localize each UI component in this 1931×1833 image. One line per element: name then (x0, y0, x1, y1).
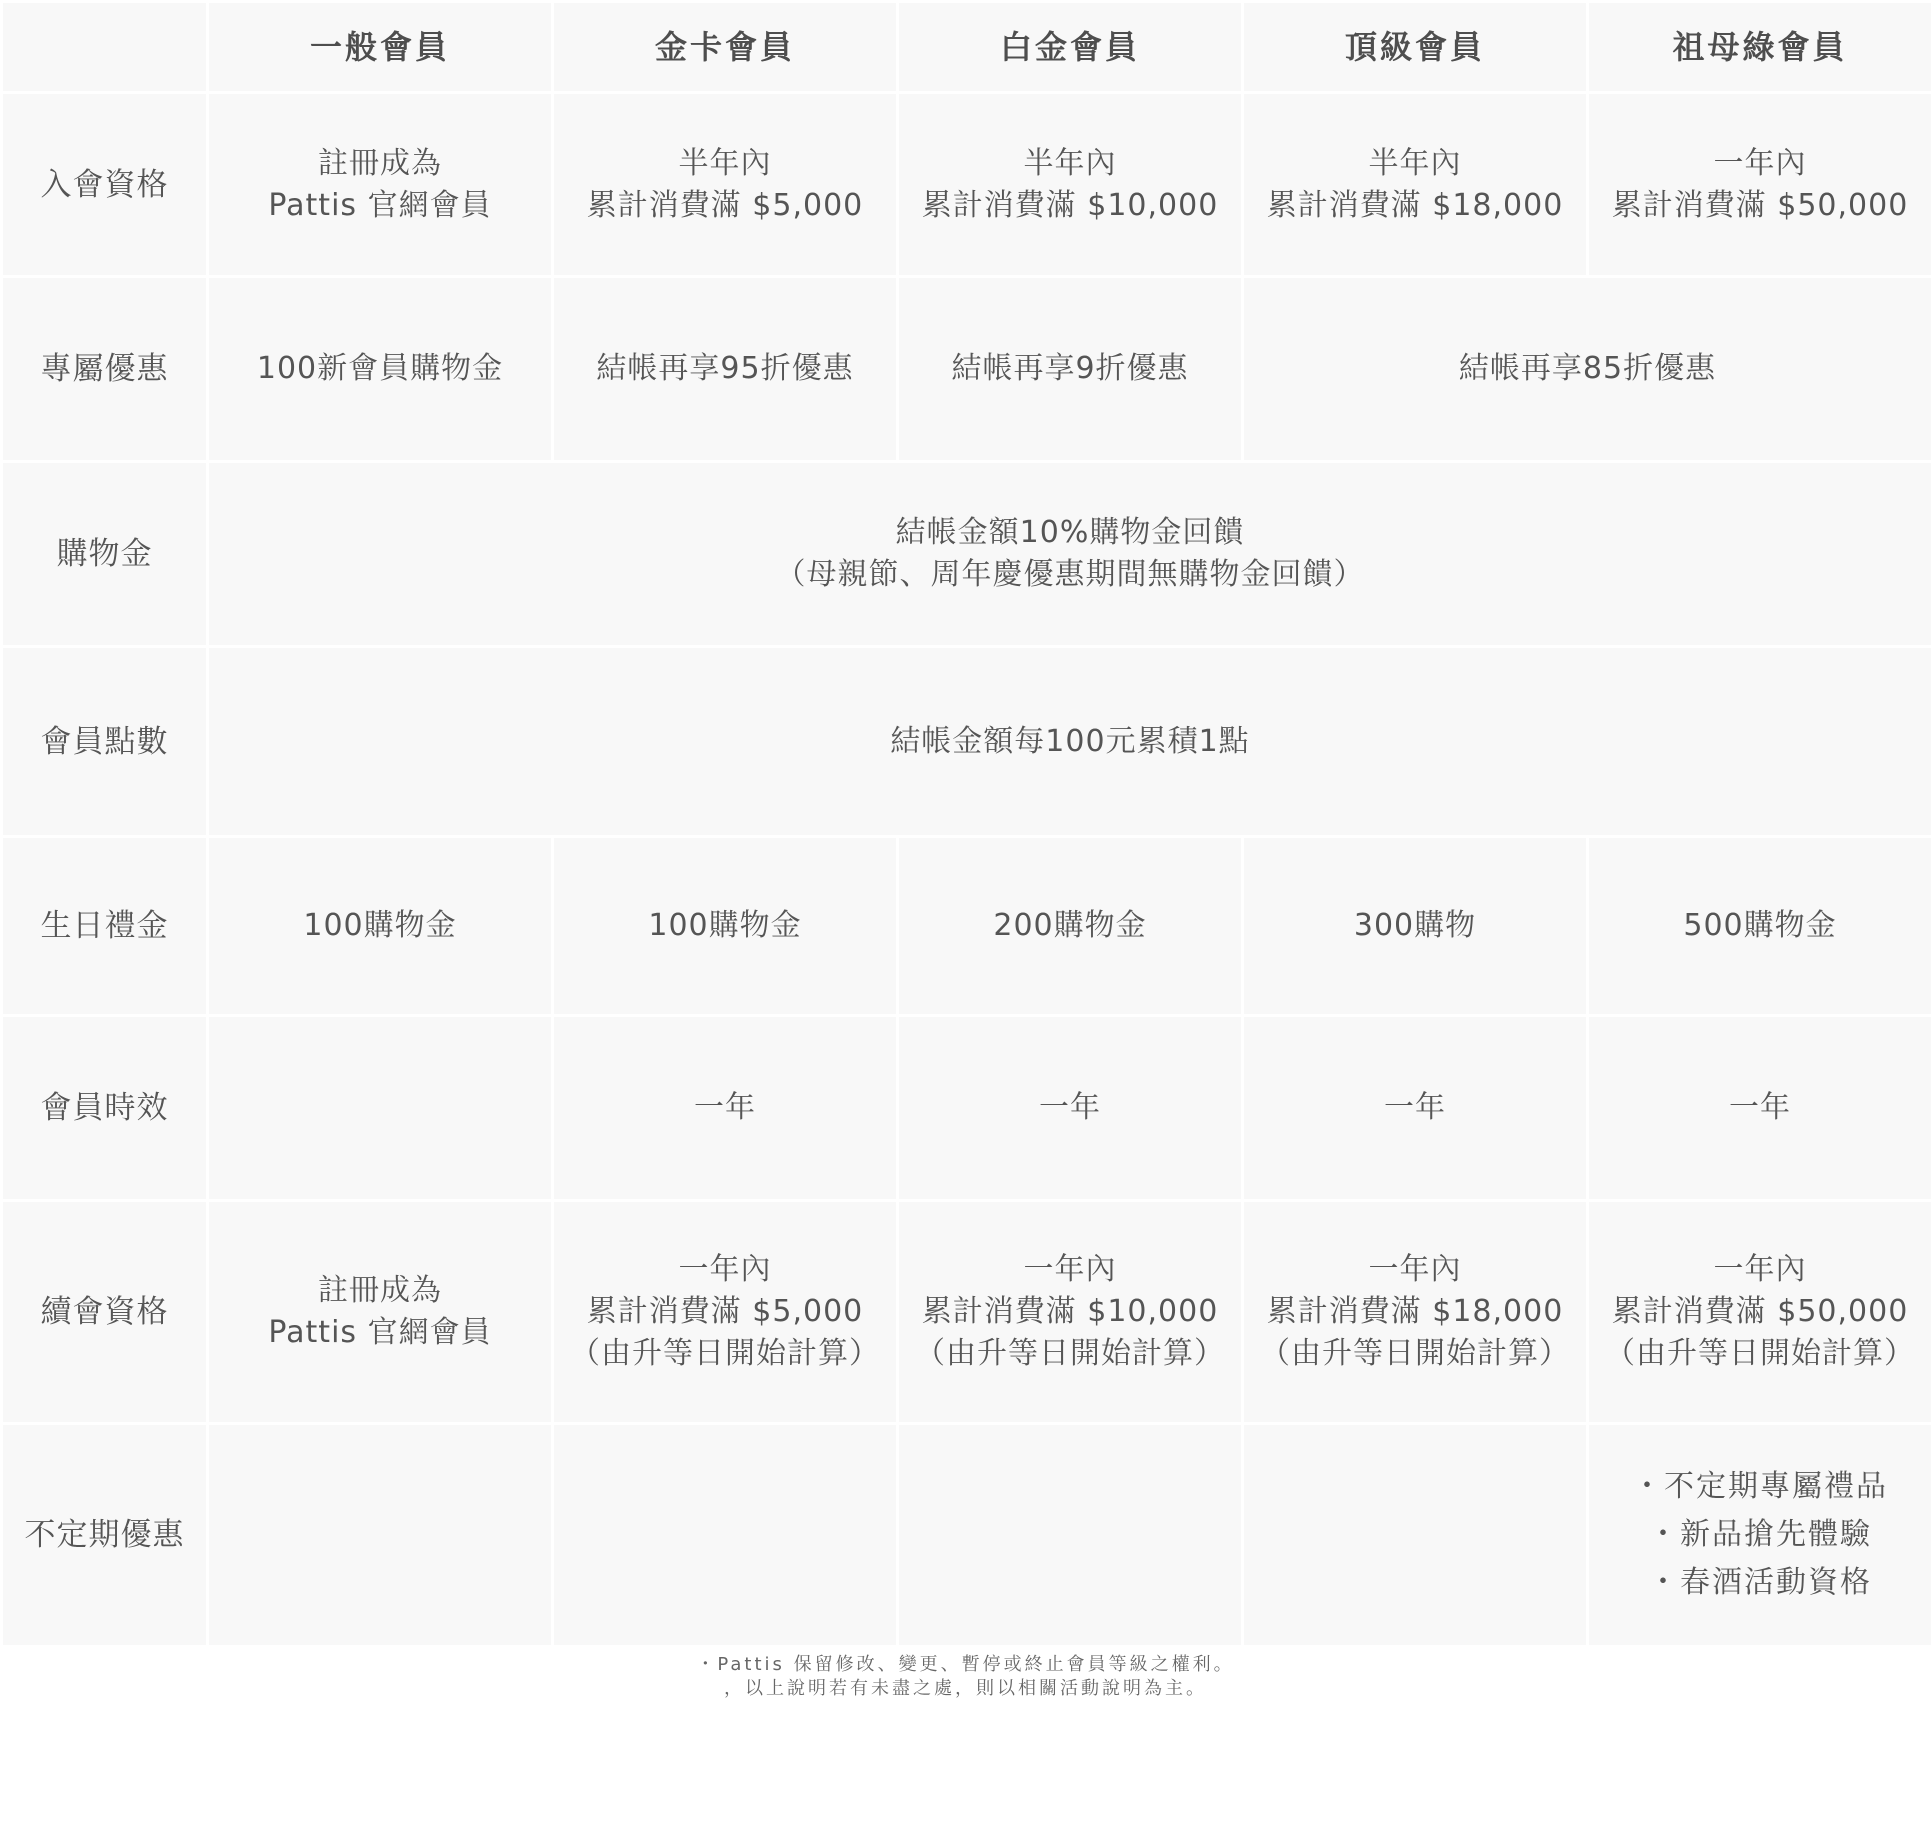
irregular-cell-emerald (1588, 1424, 1931, 1647)
renewal-line: 累計消費滿 $5,000 (586, 1294, 864, 1329)
birthday-cell-general: 100購物金 (208, 837, 553, 1016)
tier-header-row (2, 2, 1931, 93)
renewal-line: （由升等日開始計算） (570, 1336, 880, 1371)
row-label-member-points: 會員點數 (2, 647, 208, 837)
qualification-line: 累計消費滿 $10,000 (921, 187, 1219, 223)
tier-header-gold: 金卡會員 (553, 2, 898, 93)
renewal-line: 一年內 (1368, 1252, 1462, 1287)
qualification-cell-emerald (1588, 93, 1931, 277)
qualification-line: Pattis 官網會員 (268, 187, 492, 223)
shopping-credit-cell (208, 462, 1931, 647)
birthday-cell-emerald: 500購物金 (1588, 837, 1931, 1016)
qualification-line: 累計消費滿 $5,000 (586, 187, 864, 223)
renewal-line: 累計消費滿 $50,000 (1611, 1294, 1909, 1329)
member-points-cell: 結帳金額每100元累積1點 (208, 647, 1931, 837)
row-label-validity: 會員時效 (2, 1016, 208, 1201)
qualification-cell-premium (1243, 93, 1588, 277)
birthday-gift-row (2, 837, 1931, 1016)
validity-cell-platinum: 一年 (898, 1016, 1243, 1201)
irregular-cell-general (208, 1424, 553, 1647)
validity-cell-emerald: 一年 (1588, 1016, 1931, 1201)
qualification-row (2, 93, 1931, 277)
renewal-line: 註冊成為 (318, 1273, 442, 1308)
qualification-line: 累計消費滿 $50,000 (1611, 187, 1909, 223)
validity-cell-gold: 一年 (553, 1016, 898, 1201)
row-label-birthday-gift: 生日禮金 (2, 837, 208, 1016)
renewal-line: 一年內 (1713, 1252, 1807, 1287)
row-label-renewal: 續會資格 (2, 1201, 208, 1424)
shopping-credit-line: 結帳金額10%購物金回饋 (895, 515, 1245, 550)
irregular-offers-row (2, 1424, 1931, 1647)
discount-cell-general: 100新會員購物金 (208, 277, 553, 462)
header-corner-cell (2, 2, 208, 93)
qualification-line: 半年內 (678, 145, 772, 181)
perk-new-product-preview: ・新品搶先體驗 (1648, 1517, 1872, 1552)
renewal-line: （由升等日開始計算） (1260, 1336, 1570, 1371)
row-label-qualification: 入會資格 (2, 93, 208, 277)
renewal-line: 一年內 (678, 1252, 772, 1287)
renewal-line: Pattis 官網會員 (268, 1315, 492, 1350)
birthday-cell-premium: 300購物 (1243, 837, 1588, 1016)
irregular-cell-platinum (898, 1424, 1243, 1647)
irregular-cell-premium (1243, 1424, 1588, 1647)
birthday-cell-platinum: 200購物金 (898, 837, 1243, 1016)
row-label-shopping-credit: 購物金 (2, 462, 208, 647)
qualification-cell-gold (553, 93, 898, 277)
shopping-credit-row (2, 462, 1931, 647)
qualification-cell-general (208, 93, 553, 277)
qualification-cell-platinum (898, 93, 1243, 277)
discount-cell-platinum: 結帳再享9折優惠 (898, 277, 1243, 462)
tier-header-emerald: 祖母綠會員 (1588, 2, 1931, 93)
renewal-cell-premium (1243, 1201, 1588, 1424)
tier-header-platinum: 白金會員 (898, 2, 1243, 93)
renewal-cell-gold (553, 1201, 898, 1424)
renewal-cell-platinum (898, 1201, 1243, 1424)
discount-row (2, 277, 1931, 462)
irregular-cell-gold (553, 1424, 898, 1647)
qualification-line: 半年內 (1368, 145, 1462, 181)
tier-header-general: 一般會員 (208, 2, 553, 93)
qualification-line: 累計消費滿 $18,000 (1266, 187, 1564, 223)
birthday-cell-gold: 100購物金 (553, 837, 898, 1016)
qualification-line: 一年內 (1713, 145, 1807, 181)
validity-cell-premium: 一年 (1243, 1016, 1588, 1201)
renewal-line: 一年內 (1023, 1252, 1117, 1287)
renewal-line: 累計消費滿 $18,000 (1266, 1294, 1564, 1329)
footnote-line-rights: ・Pattis 保留修改、變更、暫停或終止會員等級之權利。 (696, 1654, 1235, 1675)
renewal-line: （由升等日開始計算） (915, 1336, 1225, 1371)
validity-cell-general (208, 1016, 553, 1201)
tier-header-premium: 頂級會員 (1243, 2, 1588, 93)
discount-cell-premium-emerald: 結帳再享85折優惠 (1243, 277, 1931, 462)
footnote-line-disclaimer: ，以上說明若有未盡之處，則以相關活動說明為主。 (724, 1678, 1207, 1699)
qualification-line: 註冊成為 (318, 145, 442, 181)
renewal-cell-emerald (1588, 1201, 1931, 1424)
renewal-line: （由升等日開始計算） (1605, 1336, 1915, 1371)
renewal-cell-general (208, 1201, 553, 1424)
row-label-discount: 專屬優惠 (2, 277, 208, 462)
shopping-credit-note: （母親節、周年慶優惠期間無購物金回饋） (775, 557, 1365, 592)
perk-spring-banquet: ・春酒活動資格 (1648, 1565, 1872, 1600)
renewal-row (2, 1201, 1931, 1424)
footnote (0, 1653, 1931, 1701)
discount-cell-gold: 結帳再享95折優惠 (553, 277, 898, 462)
member-points-row (2, 647, 1931, 837)
perk-exclusive-gift: ・不定期專屬禮品 (1632, 1469, 1888, 1504)
membership-validity-row (2, 1016, 1931, 1201)
qualification-line: 半年內 (1023, 145, 1117, 181)
row-label-irregular-offers: 不定期優惠 (2, 1424, 208, 1647)
renewal-line: 累計消費滿 $10,000 (921, 1294, 1219, 1329)
